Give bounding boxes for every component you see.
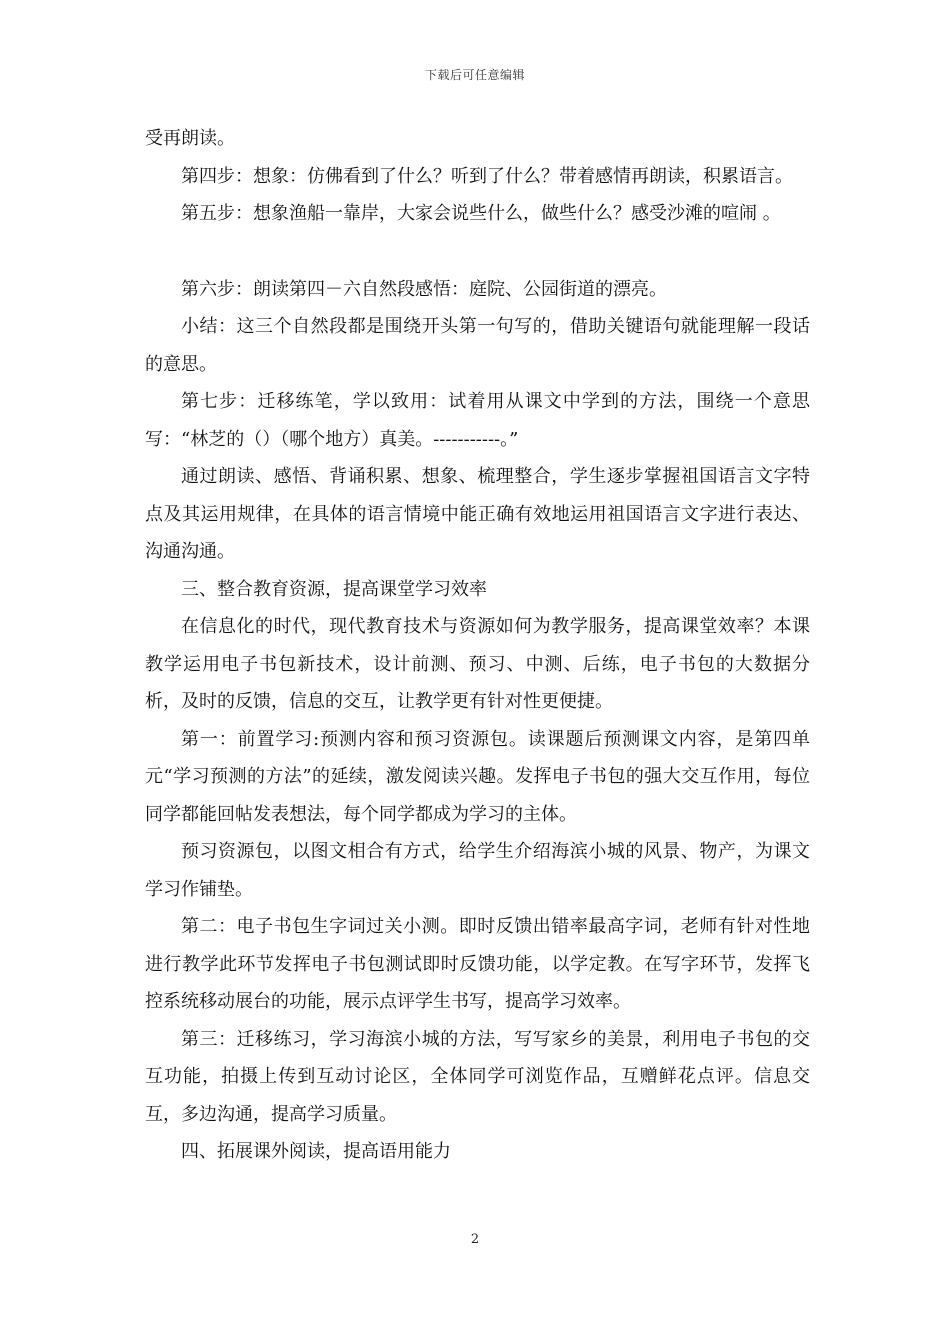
paragraph-4: 第六步：朗读第四－六自然段感悟：庭院、公园街道的漂亮。	[181, 278, 667, 300]
paragraph-9: 第一：前置学习:预测内容和预习资源包。读课题后预测课文内容，是第四单元“学习预测的方法”的延续，激发阅读兴趣。发挥电子书包的强大交互作用，每位同学都能回帖发表想法，每个同学都成为学习的主体。	[145, 728, 810, 825]
document-body	[145, 120, 810, 1171]
paragraph-10: 预习资源包，以图文相合有方式，给学生介绍海滨小城的风景、物产，为课文学习作铺垫。	[145, 841, 810, 900]
paragraph-5: 小结：这三个自然段都是围绕开头第一句写的，借助关键语句就能理解一段话的意思。	[145, 316, 810, 375]
paragraph-8: 在信息化的时代，现代教育技术与资源如何为教学服务，提高课堂效率？本课教学运用电子书包新技术，设计前测、预习、中测、后练，电子书包的大数据分析，及时的反馈，信息的交互，让教学更有针对性更便捷。	[145, 616, 810, 712]
paragraph-12: 第三：迁移练习，学习海滨小城的方法，写写家乡的美景，利用电子书包的交互功能，拍摄上传到互动讨论区，全体同学可浏览作品，互赠鲜花点评。信息交互，多边沟通，提高学习质量。	[145, 1028, 810, 1125]
paragraph-6: 第七步：迁移练笔，学以致用：试着用从课文中学到的方法，围绕一个意思写：“林芝的（）（哪个地方）真美。-----------。”	[145, 391, 810, 450]
paragraph-2: 第四步：想象：仿佛看到了什么？听到了什么？带着感情再朗读，积累语言。	[181, 165, 793, 187]
page-number: 2	[470, 1232, 480, 1247]
page-header: 下载后可任意编辑	[424, 68, 525, 82]
paragraph-3: 第五步：想象渔船一靠岸，大家会说些什么，做些什么？感受沙滩的喧闹 。	[181, 203, 781, 224]
paragraph-7: 通过朗读、感悟、背诵积累、想象、梳理整合，学生逐步掌握祖国语言文字特点及其运用规律，在具体的语言情境中能正确有效地运用祖国语言文字进行表达、沟通沟通。	[145, 466, 810, 562]
paragraph-1: 受再朗读。	[145, 128, 235, 149]
section-heading-4: 四、拓展课外阅读，提高语用能力	[181, 1141, 451, 1162]
paragraph-11: 第二：电子书包生字词过关小测。即时反馈出错率最高字词，老师有针对性地进行教学此环节发挥电子书包测试即时反馈功能，以学定教。在写字环节，发挥飞控系统移动展台的功能，展示点评学生书写，提高学习效率。	[145, 916, 810, 1012]
section-heading-3: 三、整合教育资源，提高课堂学习效率	[181, 578, 487, 600]
